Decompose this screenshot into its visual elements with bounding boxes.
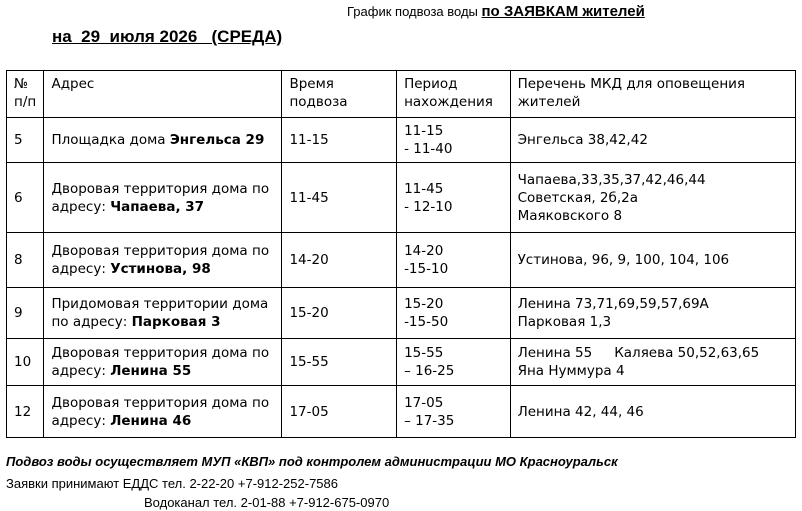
- row-address: Дворовая территория дома по адресу: Чапаева, 37: [44, 163, 282, 233]
- row-address-bold: Ленина 55: [110, 363, 192, 379]
- row-num: 6: [7, 163, 44, 233]
- table-row: [7, 233, 796, 288]
- row-time: 17-05: [282, 386, 397, 438]
- table-row: [7, 163, 796, 233]
- footer-operator-note: Подвоз воды осуществляет МУП «КВП» под контролем администрации МО Красноуральск: [6, 454, 618, 469]
- row-num: 12: [7, 386, 44, 438]
- table-row: [7, 386, 796, 438]
- row-mkd: Энгельса 38,42,42: [510, 118, 795, 163]
- row-address-bold: Чапаева, 37: [110, 198, 205, 215]
- row-address: Площадка дома Энгельса 29: [44, 118, 282, 163]
- row-period: 15-20 -15-50: [397, 288, 511, 339]
- row-time: 11-15: [282, 118, 397, 163]
- row-address-bold: Устинова, 98: [110, 261, 211, 277]
- footer-contacts-edds: Заявки принимают ЕДДС тел. 2-22-20 +7-912-252-7586: [6, 476, 338, 491]
- row-mkd: Ленина 73,71,69,59,57,69А Парковая 1,3: [510, 288, 795, 339]
- row-time: 15-20: [282, 288, 397, 339]
- row-period: 15-55 – 16-25: [397, 339, 511, 386]
- footer-contacts-vodokanal: Водоканал тел. 2-01-88 +7-912-675-0970: [144, 495, 390, 510]
- table-row: [7, 288, 796, 339]
- row-address-bold: Энгельса 29: [169, 132, 265, 148]
- header-num: № п/п: [7, 71, 44, 118]
- row-mkd: Ленина 55 Каляева 50,52,63,65 Яна Нуммура 4: [510, 339, 795, 386]
- row-num: 10: [7, 339, 44, 386]
- row-time: 11-45: [282, 163, 397, 233]
- water-delivery-table: [6, 70, 796, 438]
- row-address: Придомовая территории дома по адресу: Парковая 3: [44, 288, 282, 339]
- row-period: 17-05 – 17-35: [397, 386, 511, 438]
- row-mkd: Устинова, 96, 9, 100, 104, 106: [510, 233, 795, 288]
- row-time: 14-20: [282, 233, 397, 288]
- row-address: Дворовая территория дома по адресу: Ленина 46: [44, 386, 282, 438]
- row-period: 14-20 -15-10: [397, 233, 511, 288]
- document-title: [347, 3, 787, 20]
- header-address: Адрес: [44, 71, 282, 118]
- row-time: 15-55: [282, 339, 397, 386]
- schedule-date: на 29 июля 2026 (СРЕДА): [52, 27, 283, 46]
- title-emphasis: по ЗАЯВКАМ жителей: [481, 3, 645, 20]
- row-address: Дворовая территория дома по адресу: Ленина 55: [44, 339, 282, 386]
- row-period: 11-15 - 11-40: [397, 118, 511, 163]
- header-mkd: Перечень МКД для оповещения жителей: [510, 71, 795, 118]
- table-header-row: [7, 71, 796, 118]
- row-address: Дворовая территория дома по адресу: Устинова, 98: [44, 233, 282, 288]
- row-address-bold: Ленина 46: [110, 412, 192, 429]
- row-address-bold: Парковая 3: [131, 314, 221, 330]
- row-num: 9: [7, 288, 44, 339]
- row-mkd: Чапаева,33,35,37,42,46,44 Советская, 2б,2а Маяковского 8: [510, 163, 795, 233]
- row-num: 8: [7, 233, 44, 288]
- row-mkd: Ленина 42, 44, 46: [510, 386, 795, 438]
- title-plain: График подвоза воды: [347, 4, 482, 19]
- header-time: Время подвоза: [282, 71, 397, 118]
- row-num: 5: [7, 118, 44, 163]
- header-period: Период нахождения: [397, 71, 511, 118]
- table-row: [7, 118, 796, 163]
- row-period: 11-45 - 12-10: [397, 163, 511, 233]
- table-row: [7, 339, 796, 386]
